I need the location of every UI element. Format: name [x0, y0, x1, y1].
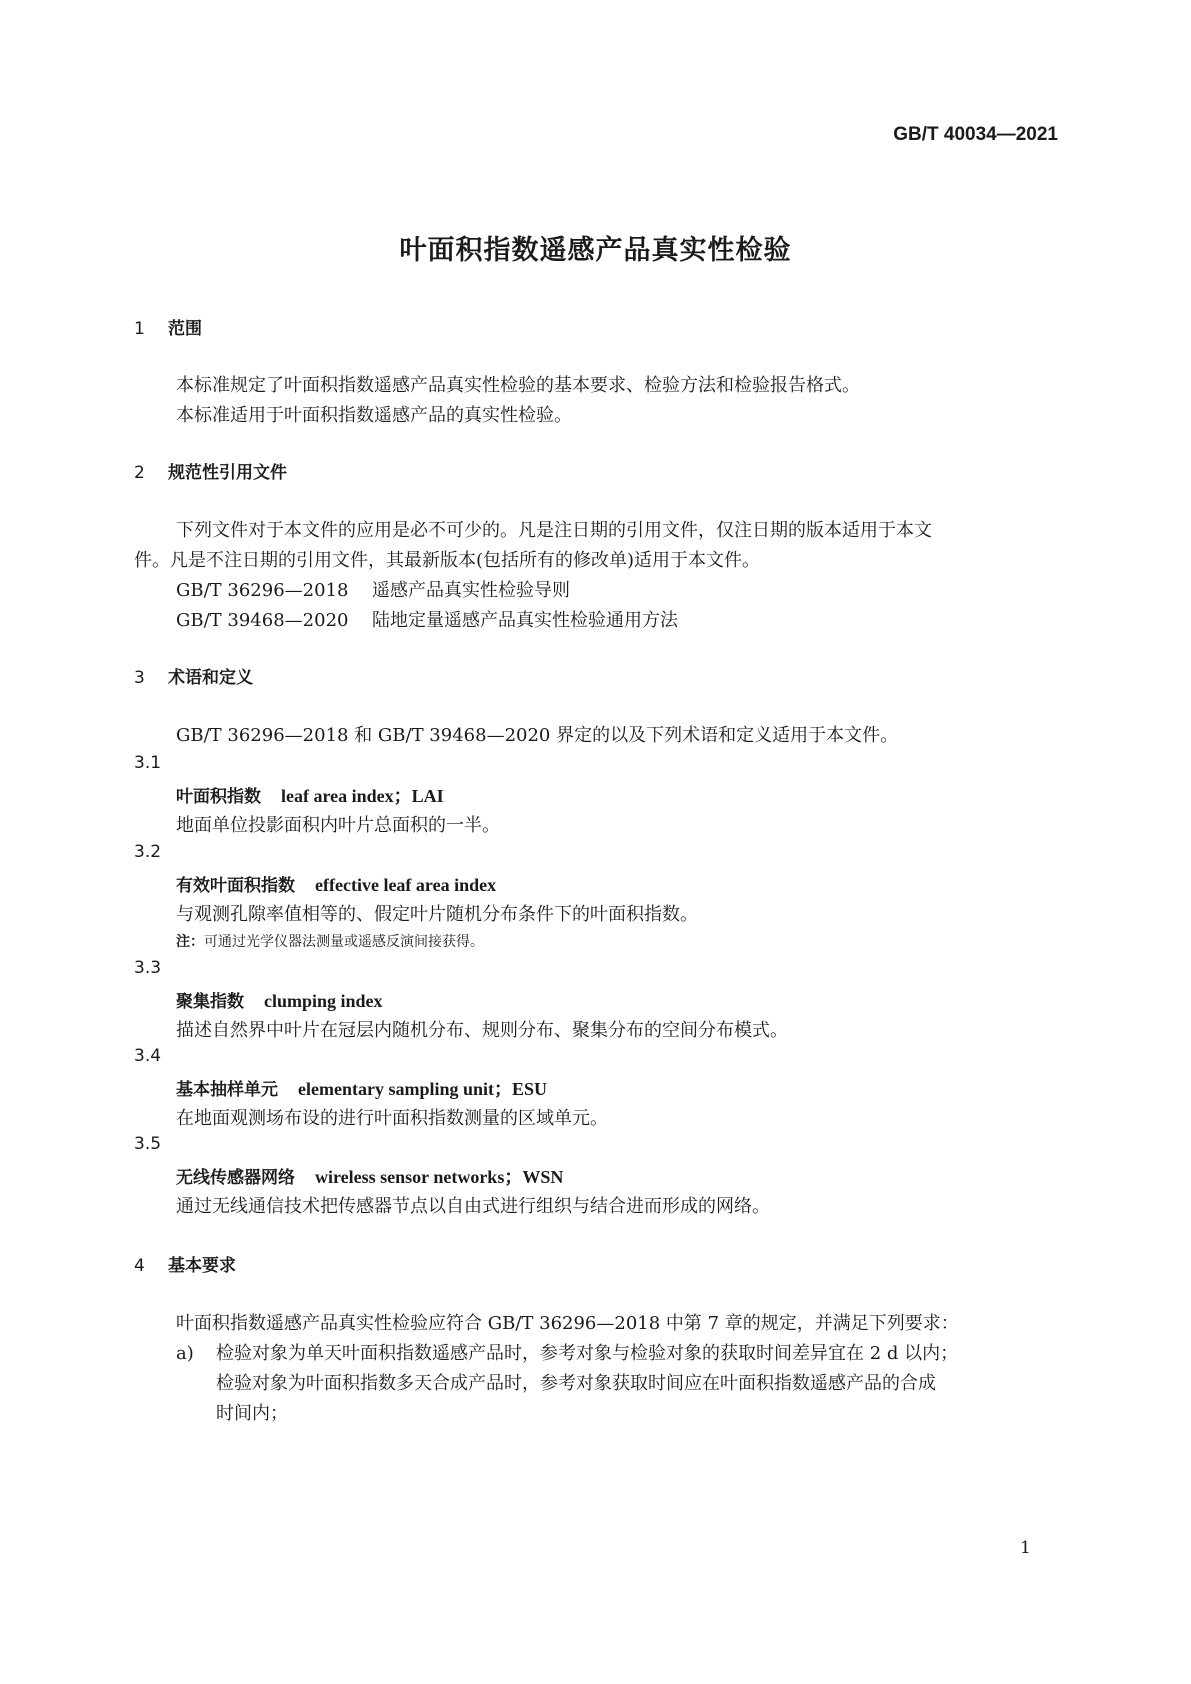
term-cn: 聚集指数: [176, 992, 244, 1012]
section-heading-4: [134, 1251, 236, 1276]
paragraph: 件。凡是不注日期的引用文件，其最新版本(包括所有的修改单)适用于本文件。: [134, 550, 761, 571]
section-number: 4: [134, 1256, 145, 1276]
term-en: leaf area index；LAI: [281, 786, 444, 806]
term-title: [176, 1075, 547, 1101]
term-definition: 在地面观测场布设的进行叶面积指数测量的区域单元。: [176, 1108, 608, 1129]
term-title: [176, 871, 496, 896]
section-number: 1: [134, 319, 145, 339]
reference-name: 陆地定量遥感产品真实性检验通用方法: [372, 610, 678, 631]
term-number: 3.3: [134, 958, 162, 978]
section-heading-1: [134, 314, 202, 339]
term-number: 3.4: [134, 1046, 162, 1066]
term-title: [176, 987, 383, 1012]
document-number: GB/T 40034—2021: [893, 124, 1058, 145]
term-definition: 地面单位投影面积内叶片总面积的一半。: [176, 815, 500, 836]
paragraph: 本标准适用于叶面积指数遥感产品的真实性检验。: [176, 405, 572, 426]
term-title: [176, 1163, 563, 1189]
reference-code: GB/T 39468—2020: [176, 610, 349, 631]
term-en: effective leaf area index: [315, 875, 497, 895]
note-label: 注：: [176, 934, 204, 950]
section-heading-2: [134, 458, 287, 483]
list-item-text: 检验对象为单天叶面积指数遥感产品时，参考对象与检验对象的获取时间差异宜在 2 d 以内；: [216, 1343, 959, 1364]
term-number: 3.1: [134, 753, 162, 773]
term-cn: 叶面积指数: [176, 787, 261, 807]
reference-name: 遥感产品真实性检验导则: [372, 580, 570, 601]
section-number: 2: [134, 463, 145, 483]
term-number: 3.2: [134, 842, 162, 862]
term-title: [176, 782, 444, 808]
list-item-continuation: 检验对象为叶面积指数多天合成产品时，参考对象获取时间应在叶面积指数遥感产品的合成: [216, 1373, 936, 1394]
reference-code: GB/T 36296—2018: [176, 580, 349, 601]
term-definition: 与观测孔隙率值相等的、假定叶片随机分布条件下的叶面积指数。: [176, 904, 698, 925]
section-number: 3: [134, 668, 145, 688]
note-text: 可通过光学仪器法测量或遥感反演间接获得。: [204, 934, 484, 950]
term-cn: 基本抽样单元: [176, 1080, 278, 1100]
list-item-continuation: 时间内；: [216, 1403, 288, 1424]
note: [176, 931, 484, 951]
section-title: 术语和定义: [168, 668, 253, 688]
term-cn: 有效叶面积指数: [176, 876, 295, 896]
paragraph: 叶面积指数遥感产品真实性检验应符合 GB/T 36296—2018 中第 7 章的规定，并满足下列要求：: [176, 1313, 959, 1334]
term-cn: 无线传感器网络: [176, 1168, 295, 1188]
section-heading-3: [134, 663, 253, 688]
term-number: 3.5: [134, 1134, 162, 1154]
list-item-a: [176, 1339, 958, 1365]
term-en: elementary sampling unit；ESU: [298, 1079, 548, 1099]
term-en: clumping index: [264, 991, 383, 1011]
page-number: 1: [1020, 1538, 1031, 1558]
term-definition: 描述自然界中叶片在冠层内随机分布、规则分布、聚集分布的空间分布模式。: [176, 1020, 788, 1041]
section-title: 规范性引用文件: [168, 463, 287, 483]
paragraph: GB/T 36296—2018 和 GB/T 39468—2020 界定的以及下列术语和定义适用于本文件。: [176, 725, 899, 746]
page-title: 叶面积指数遥感产品真实性检验: [399, 235, 792, 266]
paragraph: 下列文件对于本文件的应用是必不可少的。凡是注日期的引用文件，仅注日期的版本适用于本文: [176, 520, 932, 541]
paragraph: 本标准规定了叶面积指数遥感产品真实性检验的基本要求、检验方法和检验报告格式。: [176, 375, 860, 396]
reference-item: [176, 606, 678, 632]
section-title: 基本要求: [168, 1256, 236, 1276]
term-definition: 通过无线通信技术把传感器节点以自由式进行组织与结合进而形成的网络。: [176, 1196, 770, 1217]
list-marker: a): [176, 1343, 194, 1364]
reference-item: [176, 576, 570, 602]
term-en: wireless sensor networks；WSN: [315, 1167, 564, 1187]
section-title: 范围: [168, 319, 202, 339]
